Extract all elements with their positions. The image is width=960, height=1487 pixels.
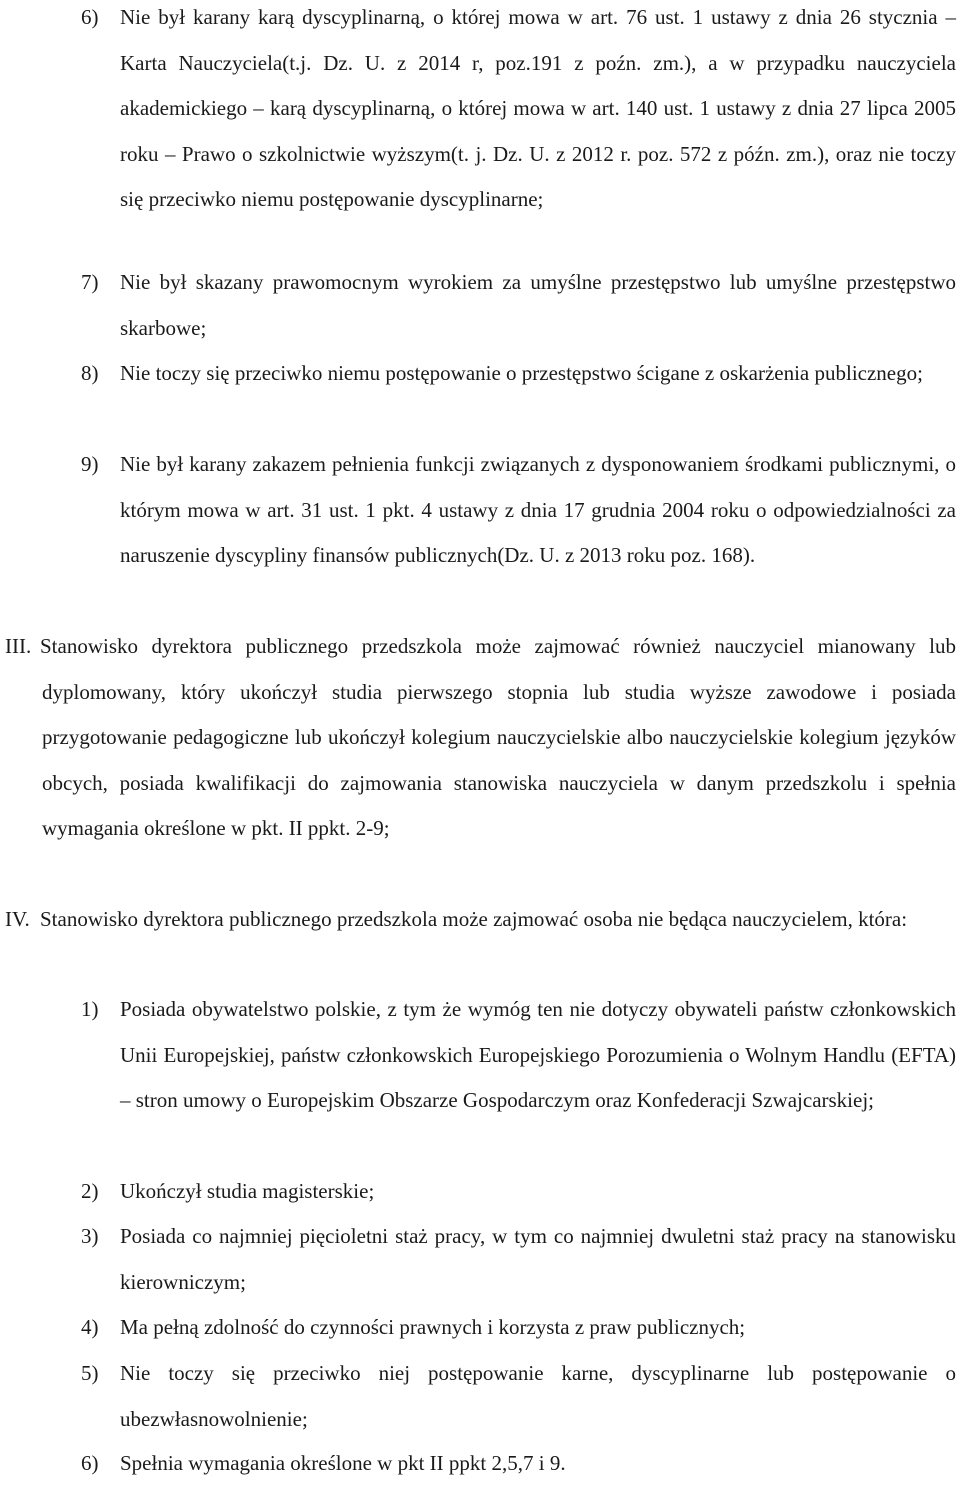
list-item-number: 6)	[81, 1451, 99, 1475]
list-item-text: Nie toczy się przeciwko niemu postępowanie o przestępstwo ścigane z oskarżenia publicznego;	[120, 361, 923, 385]
list-item-number: 2)	[81, 1179, 99, 1203]
list-item-number: 1)	[81, 997, 99, 1021]
list-item-text: Nie toczy się przeciwko niej postępowanie karne, dyscyplinarne lub postępowanie o ubezwłasnowolnienie;	[120, 1361, 956, 1431]
list-item-text: Posiada obywatelstwo polskie, z tym że wymóg ten nie dotyczy obywateli państw członkowskich Unii Europejskiej, państw członkowskich Europejskiego Porozumienia o Wolnym Handlu (EFTA) – stron umowy o Europejskim Obszarze Gospodarczym oraz Konfederacji Szwajcarskiej;	[120, 997, 956, 1112]
list-item-text: Nie był skazany prawomocnym wyrokiem za umyślne przestępstwo lub umyślne przestępstwo skarbowe;	[120, 270, 956, 340]
list-item-number: 4)	[81, 1315, 99, 1339]
list-item-text: Ukończył studia magisterskie;	[120, 1179, 375, 1203]
list-item-text: Ma pełną zdolność do czynności prawnych i korzysta z praw publicznych;	[120, 1315, 746, 1339]
section-text: Stanowisko dyrektora publicznego przedszkola może zajmować osoba nie będąca nauczycielem, która:	[40, 907, 908, 931]
list-item-number: 6)	[81, 5, 99, 29]
list-item-text: Spełnia wymagania określone w pkt II ppkt 2,5,7 i 9.	[120, 1451, 566, 1475]
list-item-number: 7)	[81, 270, 99, 294]
section-number: IV.	[5, 907, 30, 931]
list-item-number: 8)	[81, 361, 99, 385]
list-item-text: Nie był karany zakazem pełnienia funkcji związanych z dysponowaniem środkami publicznymi, o którym mowa w art. 31 ust. 1 pkt. 4 ustawy z dnia 17 grudnia 2004 roku o odpowiedzialności za naruszenie dyscypliny finansów publicznych(Dz. U. z 2013 roku poz. 168).	[120, 452, 956, 567]
section-text: Stanowisko dyrektora publicznego przedszkola może zajmować również nauczyciel mianowany lub dyplomowany, który ukończył studia pierwszego stopnia lub studia wyższe zawodowe i posiada przygotowanie pedagogiczne lub ukończył kolegium nauczycielskie albo nauczycielskie kolegium języków obcych, posiada kwalifikacji do zajmowania stanowiska nauczyciela w danym przedszkolu i spełnia wymagania określone w pkt. II ppkt. 2-9;	[40, 634, 956, 840]
section-number: III.	[5, 634, 32, 658]
list-item-number: 3)	[81, 1224, 99, 1248]
list-item-text: Nie był karany karą dyscyplinarną, o której mowa w art. 76 ust. 1 ustawy z dnia 26 stycznia – Karta Nauczyciela(t.j. Dz. U. z 2014 r, poz.191 z poźn. zm.), a w przypadku nauczyciela akademickiego – karą dyscyplinarną, o której mowa w art. 140 ust. 1 ustawy z dnia 27 lipca 2005 roku – Prawo o szkolnictwie wyższym(t. j. Dz. U. z 2012 r. poz. 572 z późn. zm.), oraz nie toczy się przeciwko niemu postępowanie dyscyplinarne;	[120, 5, 956, 211]
list-item-number: 9)	[81, 452, 99, 476]
list-item-text: Posiada co najmniej pięcioletni staż pracy, w tym co najmniej dwuletni staż pracy na stanowisku kierowniczym;	[120, 1224, 956, 1294]
list-item-number: 5)	[81, 1361, 99, 1385]
